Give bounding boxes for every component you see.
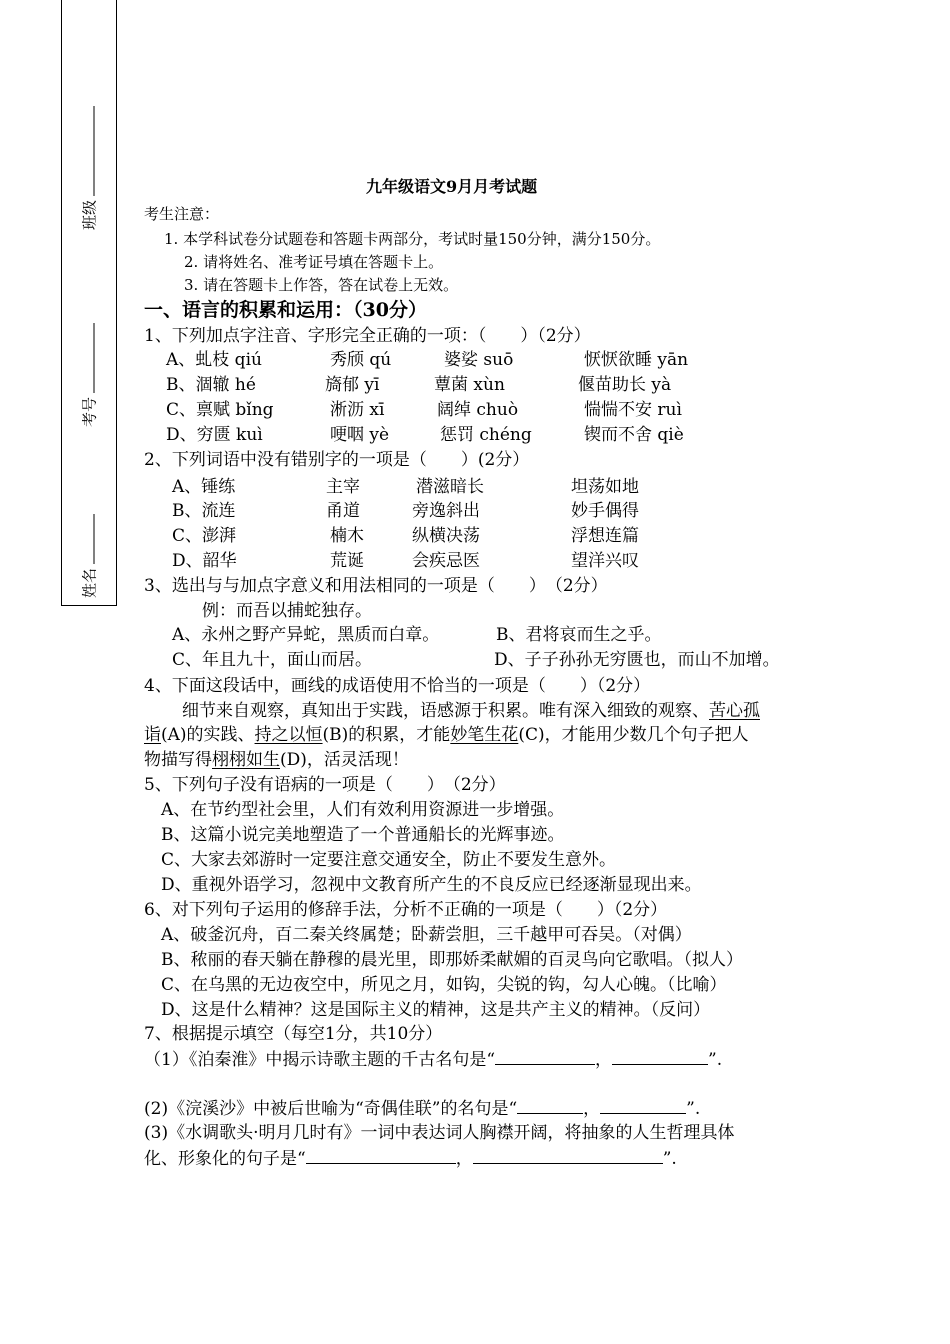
q1-b1: B、涸辙 hé	[166, 375, 256, 395]
q4-idiom-c: 妙笔生花	[450, 725, 519, 745]
q2-d3: 会疾忌医	[412, 551, 480, 571]
q3-option-a: A、永州之野产异蛇，黑质而白章。	[172, 625, 440, 645]
class-label: 班级	[80, 199, 99, 231]
q4-passage-line-1	[182, 700, 760, 722]
class-blank[interactable]	[80, 106, 95, 196]
q7-sub-1	[144, 1048, 722, 1071]
q1-b3: 蕈菌 xùn	[434, 375, 505, 395]
q7-sub-2-end: ”.	[686, 1099, 701, 1119]
q5-option-a: A、在节约型社会里，人们有效利用资源进一步增强。	[161, 800, 565, 820]
q6-option-c: C、在乌黑的无边夜空中，所见之月，如钩，尖锐的钩，勾人心魄。（比喻）	[161, 975, 727, 995]
q3-example: 例：而吾以捕蛇独存。	[202, 601, 372, 621]
q2-b1: B、流连	[172, 501, 236, 521]
exam-no-blank[interactable]	[80, 323, 95, 393]
q4-text-4: (C)，才能用少数几个句子把人	[518, 725, 749, 745]
q7-sub-2-text: (2)《浣溪沙》中被后世喻为“奇偶佳联”的名句是“	[144, 1099, 518, 1119]
q7-stem: 7、根据提示填空（每空1分，共10分）	[144, 1024, 443, 1044]
q6-option-b: B、秾丽的春天躺在静穆的晨光里，即那娇柔献媚的百灵鸟向它歌唱。（拟人）	[161, 950, 743, 970]
q1-c2: 淅沥 xī	[330, 400, 385, 420]
q2-d2: 荒诞	[330, 551, 364, 571]
q7-sub-2-blank-2[interactable]	[600, 1097, 686, 1114]
q5-stem: 5、下列句子没有语病的一项是（ ） （2分）	[144, 775, 506, 795]
q4-idiom-a-part1: 苦心孤	[709, 701, 760, 721]
q2-b2: 甬道	[326, 501, 360, 521]
q4-text-5: 物描写得	[144, 750, 212, 770]
q2-a3: 潜滋暗长	[416, 477, 484, 497]
class-field	[79, 106, 100, 230]
q7-sub-3-text: 化、形象化的句子是“	[144, 1149, 306, 1169]
q2-c2: 楠木	[330, 526, 364, 546]
exam-no-field	[79, 323, 100, 427]
q4-passage-line-2	[144, 724, 749, 746]
q4-text-6: (D)，活灵活现！	[280, 750, 409, 770]
q5-option-b: B、这篇小说完美地塑造了一个普通船长的光辉事迹。	[161, 825, 565, 845]
q1-d4: 锲而不舍 qiè	[584, 425, 684, 445]
q3-stem: 3、选出与与加点字意义和用法相同的一项是（ ） （2分）	[144, 576, 608, 596]
q1-stem: 1、下列加点字注音、字形完全正确的一项：（ ）（2分）	[144, 326, 591, 346]
q7-sub-1-end: ”.	[708, 1050, 723, 1070]
q1-a1: A、虬枝 qiú	[166, 350, 262, 370]
q2-c4: 浮想连篇	[571, 526, 639, 546]
q2-a2: 主宰	[326, 477, 360, 497]
q7-sub-3-end: ”.	[662, 1149, 677, 1169]
q2-a1: A、锤练	[172, 477, 236, 497]
q7-sub-3-line-2	[144, 1147, 677, 1170]
q6-option-a: A、破釜沉舟，百二秦关终属楚；卧薪尝胆，三千越甲可吞吴。（对偶）	[161, 925, 692, 945]
q1-d1: D、穷匮 kuì	[166, 425, 263, 445]
q2-d1: D、韶华	[172, 551, 237, 571]
q7-sub-1-blank-1[interactable]	[495, 1048, 595, 1065]
q4-text-3: (B)的积累，才能	[322, 725, 451, 745]
name-label: 姓名	[80, 567, 99, 599]
q7-sub-1-blank-2[interactable]	[612, 1048, 708, 1065]
q4-text-1: 细节来自观察，真知出于实践，语感源于积累。唯有深入细致的观察、	[182, 701, 709, 721]
q7-sub-1-sep: ，	[595, 1050, 613, 1070]
q2-b4: 妙手偶得	[571, 501, 639, 521]
q3-option-d: D、子子孙孙无穷匮也，而山不加增。	[494, 650, 780, 670]
q6-stem: 6、对下列句子运用的修辞手法，分析不正确的一项是（ ）（2分）	[144, 900, 668, 920]
q1-a4: 恹恹欲睡 yān	[584, 350, 689, 370]
q1-c4: 惴惴不安 ruì	[584, 400, 682, 420]
q4-text-2: (A)的实践、	[161, 725, 255, 745]
q1-c3: 阔绰 chuò	[437, 400, 519, 420]
q1-b2: 旖郁 yī	[325, 375, 380, 395]
q4-passage-line-3	[144, 749, 409, 771]
q3-option-c: C、年且九十，面山而居。	[172, 650, 373, 670]
q2-stem: 2、下列词语中没有错别字的一项是（ ）(2分）	[144, 450, 530, 470]
q1-a3: 婆娑 suō	[444, 350, 514, 370]
q4-idiom-a-part2: 诣	[144, 725, 161, 745]
q2-d4: 望洋兴叹	[571, 551, 639, 571]
q4-idiom-d: 栩栩如生	[212, 750, 280, 770]
name-blank[interactable]	[80, 514, 95, 564]
q7-sub-2-blank-1[interactable]	[517, 1097, 583, 1114]
q2-b3: 旁逸斜出	[412, 501, 480, 521]
q7-sub-3-blank-2[interactable]	[473, 1147, 663, 1164]
notice-item-2: 2. 请将姓名、准考证号填在答题卡上。	[184, 253, 444, 271]
q5-option-d: D、重视外语学习，忽视中文教育所产生的不良反应已经逐渐显现出来。	[161, 875, 702, 895]
q7-sub-1-text: （1）《泊秦淮》中揭示诗歌主题的千古名句是“	[144, 1050, 496, 1070]
q6-option-d: D、这是什么精神？这是国际主义的精神，这是共产主义的精神。（反问）	[161, 1000, 711, 1020]
q7-sub-3-line-1: (3)《水调歌头·明月几时有》一词中表达词人胸襟开阔，将抽象的人生哲理具体	[144, 1123, 735, 1143]
page-title: 九年级语文9月月考试题	[366, 177, 538, 196]
q1-d3: 惩罚 chéng	[440, 425, 532, 445]
q1-a2: 秀颀 qú	[330, 350, 392, 370]
notice-item-3: 3. 请在答题卡上作答，答在试卷上无效。	[184, 276, 459, 294]
notice-heading: 考生注意：	[144, 205, 220, 223]
q2-c1: C、澎湃	[172, 526, 237, 546]
q7-sub-3-blank-1[interactable]	[306, 1147, 456, 1164]
q1-d2: 哽咽 yè	[330, 425, 390, 445]
q5-option-c: C、大家去郊游时一定要注意交通安全，防止不要发生意外。	[161, 850, 617, 870]
q1-b4: 偃苗助长 yà	[578, 375, 672, 395]
name-field	[79, 514, 100, 598]
q7-sub-3-sep: ，	[455, 1149, 473, 1169]
q2-c3: 纵横决荡	[412, 526, 480, 546]
q1-c1: C、禀赋 bǐng	[166, 400, 274, 420]
notice-item-1: 1. 本学科试卷分试题卷和答题卡两部分，考试时量150分钟，满分150分。	[164, 230, 661, 248]
q4-idiom-b: 持之以恒	[254, 725, 323, 745]
q4-stem: 4、下面这段话中，画线的成语使用不恰当的一项是（ ）（2分）	[144, 676, 651, 696]
q3-option-b: B、君将哀而生之乎。	[496, 625, 662, 645]
q2-a4: 坦荡如地	[571, 477, 639, 497]
exam-no-label: 考号	[80, 396, 99, 428]
q7-sub-2-sep: ，	[583, 1099, 601, 1119]
q7-sub-2	[144, 1097, 700, 1120]
section-1-title: 一、语言的积累和运用：（30分）	[144, 299, 427, 321]
